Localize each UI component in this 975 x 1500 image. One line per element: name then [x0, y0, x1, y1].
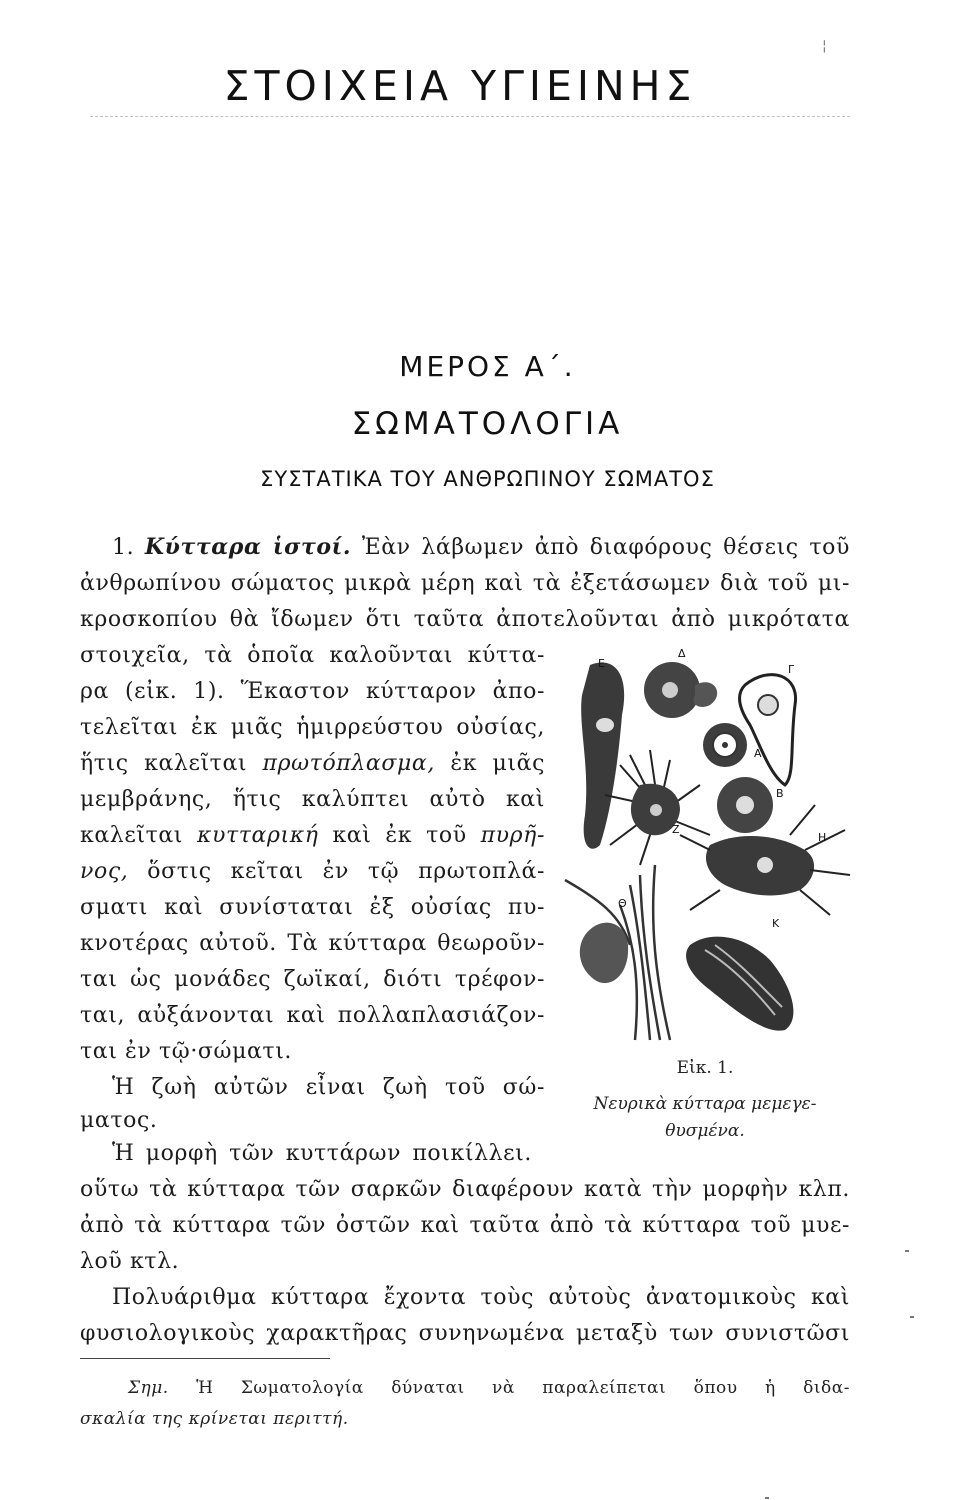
label-g: Γ: [788, 663, 795, 676]
cell-e-nucleus: [596, 718, 614, 732]
body-line: ἀπὸ τὰ κύτταρα τῶν ὀστῶν καὶ ταῦτα ἀπὸ τὰ κύτταρα τοῦ μυε-: [80, 1213, 850, 1238]
label-th: Θ: [618, 897, 627, 910]
body-line: λοῦ κτλ.: [80, 1249, 180, 1274]
body-line: ται ὡς μονάδες ζωϊκαί, διότι τρέφον-: [80, 967, 545, 992]
footnote-rule: [80, 1358, 330, 1359]
body-line: κνοτέρας αὐτοῦ. Τὰ κύτταρα θεωροῦν-: [80, 931, 545, 956]
body-line: ρα (εἰκ. 1). Ἕκαστον κύτταρον ἀπο-: [80, 679, 545, 704]
label-z: Ζ: [672, 823, 680, 836]
label-h: Η: [818, 831, 827, 844]
body-line: ται, αὐξάνονται καὶ πολλαπλασιάζον-: [80, 1003, 545, 1028]
footnote-line: [128, 1378, 850, 1398]
cell-k: [686, 937, 793, 1031]
footnote-line: σκαλία της κρίνεται περιττή.: [80, 1409, 349, 1429]
body-line: κροσκοπίου θὰ ἴδωμεν ὅτι ταῦτα ἀποτελοῦνται ἀπὸ μικρότατα: [80, 607, 850, 632]
para-number: 1.: [112, 535, 135, 560]
scan-speck: [905, 1250, 909, 1252]
body-line-text: ὅστις κεῖται ἐν τῷ πρωτοπλά-: [147, 859, 546, 884]
body-line: στοιχεῖα, τὰ ὁποῖα καλοῦνται κύττα-: [80, 643, 545, 668]
footnote-label: Σημ.: [128, 1378, 169, 1398]
para-heading: Κύτταρα ἱστοί.: [144, 534, 352, 560]
cell-e: [581, 662, 624, 848]
body-line: ἀνθρωπίνου σώματος μικρὰ μέρη καὶ τὰ ἐξετάσωμεν διὰ τοῦ μι-: [80, 571, 850, 596]
figure-caption-line: θυσμένα.: [665, 1121, 745, 1141]
body-line: [112, 534, 850, 560]
body-line-text: ἐκ μιᾶς: [450, 751, 545, 776]
body-line: Πολυάριθμα κύτταρα ἔχοντα τοὺς αὐτοὺς ἀνατομικοὺς καὶ: [112, 1285, 850, 1310]
scan-speck: [910, 1316, 914, 1318]
label-b: Β: [776, 787, 784, 800]
body-line: [80, 859, 545, 884]
running-title: ΣΤΟΙΧΕΙΑ ΥΓΙΕΙΝΗΣ: [223, 62, 697, 110]
corner-mark: ¦: [822, 38, 827, 54]
footnote-text: Ἡ Σωματολογία δύναται νὰ παραλείπεται ὅπου ἡ διδα-: [196, 1378, 851, 1398]
body-line: φυσιολογικοὺς χαρακτῆρας συνηνωμένα μεταξὺ των συνιστῶσι: [80, 1321, 850, 1346]
term-nucleus: πυρῆ-: [480, 823, 545, 848]
body-line: [80, 751, 545, 776]
label-d: Δ: [678, 647, 686, 660]
body-line-text: καὶ ἐκ τοῦ: [332, 823, 467, 848]
figure-caption-line: Νευρικὰ κύτταρα μεμεγε-: [593, 1094, 817, 1114]
body-line: οὕτω τὰ κύτταρα τῶν σαρκῶν διαφέρουν κατὰ τὴν μορφὴν κλπ.: [80, 1177, 850, 1202]
body-line-text: καλεῖται: [80, 823, 184, 848]
cell-g: [740, 675, 796, 785]
figure-caption-title: Εἰκ. 1.: [676, 1058, 734, 1078]
body-line-text: Ἐὰν λάβωμεν ἀπὸ διαφόρους θέσεις τοῦ: [361, 535, 850, 560]
term-cell-membrane: κυτταρική: [196, 823, 319, 848]
label-e: Ε: [598, 657, 605, 670]
body-line: ματος.: [80, 1108, 158, 1133]
body-line: [80, 823, 545, 848]
body-line: ται ἐν τῷ·σώματι.: [80, 1039, 293, 1064]
part-title: ΜΕΡΟΣ Α΄.: [399, 350, 576, 383]
term-protoplasm: πρωτόπλασμα,: [262, 751, 435, 776]
label-k: Κ: [772, 917, 780, 930]
body-line: σματι καὶ συνίσταται ἐξ οὐσίας πυ-: [80, 895, 545, 920]
body-line: μεμβράνης, ἥτις καλύπτει αὐτὸ καὶ: [80, 787, 545, 812]
body-line-text: ἥτις καλεῖται: [80, 751, 248, 776]
label-a: Α: [754, 747, 762, 760]
scan-speck: [765, 1497, 769, 1499]
term-nucleus-end: νος,: [80, 859, 129, 884]
body-line: Ἡ ζωὴ αὐτῶν εἶναι ζωὴ τοῦ σώ-: [112, 1075, 545, 1100]
section-title: ΣΩΜΑΤΟΛΟΓΙΑ: [351, 406, 624, 442]
body-line: τελεῖται ἐκ μιᾶς ἡμιρρεύστου οὐσίας,: [80, 715, 545, 740]
body-line: Ἡ μορφὴ τῶν κυττάρων ποικίλλει.: [112, 1141, 532, 1166]
cell-th: [580, 923, 628, 983]
nerve-cells-figure: [560, 645, 860, 1045]
title-rule: [90, 116, 850, 121]
subsection-title: ΣΥΣΤΑΤΙΚΑ ΤΟΥ ΑΝΘΡΩΠΙΝΟΥ ΣΩΜΑΤΟΣ: [260, 467, 715, 491]
